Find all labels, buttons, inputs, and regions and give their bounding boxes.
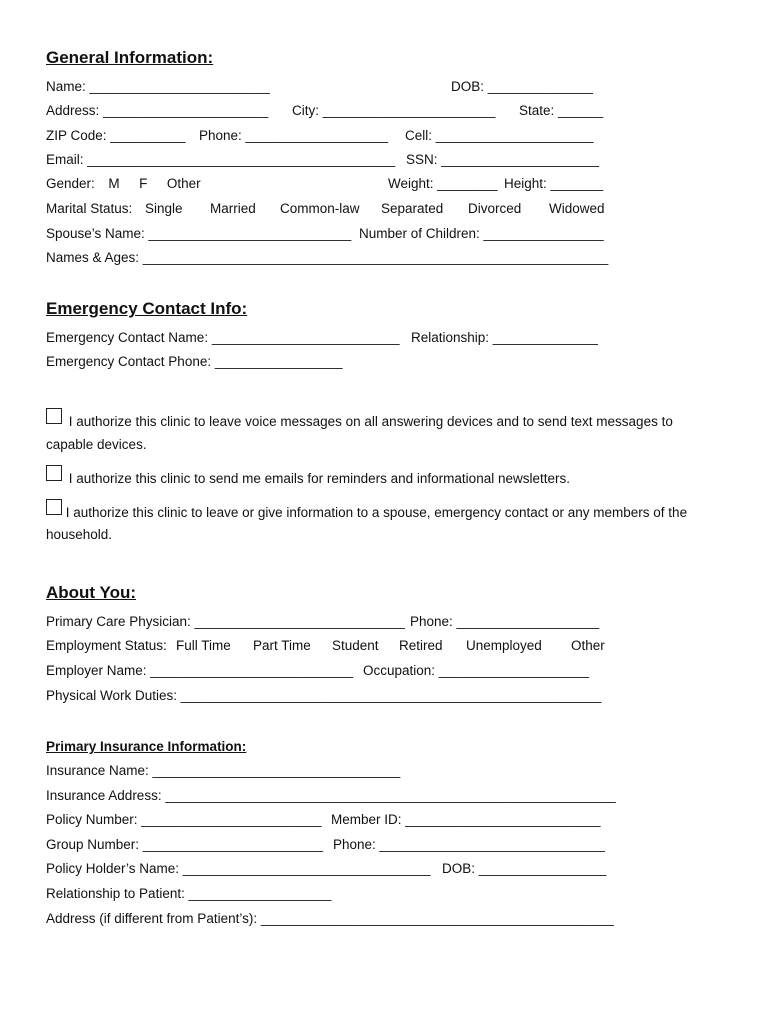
employment-option-retired[interactable]: Retired [399, 638, 443, 653]
insurance-address-field[interactable]: Insurance Address: ____________________________________________________________ [46, 788, 616, 803]
employer-name-field[interactable]: Employer Name: ___________________________ [46, 663, 353, 678]
marital-option-widowed[interactable]: Widowed [549, 201, 605, 216]
marital-option-single[interactable]: Single [145, 201, 183, 216]
city-field[interactable]: City: _______________________ [292, 103, 496, 118]
physician-phone-field[interactable]: Phone: ___________________ [410, 614, 600, 629]
gender-option-m[interactable]: M [108, 176, 120, 191]
about-you-heading: About You: [46, 583, 137, 602]
emergency-contact-phone-field[interactable]: Emergency Contact Phone: _________________ [46, 354, 343, 369]
auth-share-info-label-cont: household. [46, 527, 113, 542]
relationship-to-patient-field[interactable]: Relationship to Patient: ___________________ [46, 886, 332, 901]
emergency-contact-heading: Emergency Contact Info: [46, 299, 248, 318]
employment-option-student[interactable]: Student [332, 638, 379, 653]
occupation-field[interactable]: Occupation: ____________________ [363, 663, 589, 678]
name-field[interactable]: Name: ________________________ [46, 79, 270, 94]
employment-option-other[interactable]: Other [571, 638, 605, 653]
holder-address-field[interactable]: Address (if different from Patient’s): _______________________________________________ [46, 911, 614, 926]
names-ages-field[interactable]: Names & Ages: ______________________________________________________________ [46, 250, 609, 265]
dob-field[interactable]: DOB: ______________ [451, 79, 593, 94]
policy-holder-name-field[interactable]: Policy Holder’s Name: _________________________________ [46, 861, 431, 876]
auth-share-info-checkbox[interactable] [46, 499, 62, 515]
employment-option-part-time[interactable]: Part Time [253, 638, 311, 653]
gender-option-f[interactable]: F [139, 176, 148, 191]
state-field[interactable]: State: ______ [519, 103, 604, 118]
height-field[interactable]: Height: _______ [504, 176, 604, 191]
group-number-field[interactable]: Group Number: ________________________ [46, 837, 323, 852]
member-id-field[interactable]: Member ID: __________________________ [331, 812, 601, 827]
number-of-children-field[interactable]: Number of Children: ________________ [359, 226, 604, 241]
auth-share-info-label: I authorize this clinic to leave or give information to a spouse, emergency contact or any members of the [65, 505, 688, 520]
marital-option-divorced[interactable]: Divorced [468, 201, 522, 216]
employment-option-full-time[interactable]: Full Time [176, 638, 231, 653]
auth-voice-text-row [46, 408, 673, 428]
phone-field[interactable]: Phone: ___________________ [199, 128, 389, 143]
auth-email-row [46, 465, 570, 485]
marital-option-married[interactable]: Married [210, 201, 256, 216]
insurance-name-field[interactable]: Insurance Name: _________________________________ [46, 763, 401, 778]
insurance-phone-field[interactable]: Phone: ______________________________ [333, 837, 605, 852]
auth-voice-text-label: I authorize this clinic to leave voice messages on all answering devices and to send text messages to [68, 414, 673, 429]
email-field[interactable]: Email: _________________________________________ [46, 152, 396, 167]
zip-field[interactable]: ZIP Code: __________ [46, 128, 186, 143]
general-info-heading: General Information: [46, 48, 214, 67]
policy-number-field[interactable]: Policy Number: ________________________ [46, 812, 322, 827]
marital-status-label: Marital Status: [46, 201, 133, 216]
physical-work-duties-field[interactable]: Physical Work Duties: ________________________________________________________ [46, 688, 602, 703]
employment-option-unemployed[interactable]: Unemployed [466, 638, 542, 653]
address-field[interactable]: Address: ______________________ [46, 103, 269, 118]
gender-option-other[interactable]: Other [166, 176, 201, 191]
auth-email-label: I authorize this clinic to send me emails for reminders and informational newsletters. [68, 471, 570, 486]
auth-email-checkbox[interactable] [46, 465, 62, 481]
ssn-field[interactable]: SSN: _____________________ [406, 152, 599, 167]
policy-holder-dob-field[interactable]: DOB: _________________ [442, 861, 607, 876]
employment-status-label: Employment Status: [46, 638, 167, 653]
auth-share-info-row [46, 499, 687, 519]
primary-care-physician-field[interactable]: Primary Care Physician: ____________________________ [46, 614, 405, 629]
auth-voice-text-label-cont: capable devices. [46, 437, 147, 452]
marital-option-separated[interactable]: Separated [381, 201, 444, 216]
emergency-relationship-field[interactable]: Relationship: ______________ [411, 330, 598, 345]
primary-insurance-heading: Primary Insurance Information: [46, 739, 247, 754]
emergency-contact-name-field[interactable]: Emergency Contact Name: _________________________ [46, 330, 400, 345]
gender-row [46, 174, 201, 194]
cell-field[interactable]: Cell: _____________________ [405, 128, 594, 143]
weight-field[interactable]: Weight: ________ [388, 176, 498, 191]
spouse-name-field[interactable]: Spouse’s Name: ___________________________ [46, 226, 352, 241]
gender-label: Gender: [46, 176, 95, 191]
marital-option-common-law[interactable]: Common-law [280, 201, 360, 216]
auth-voice-text-checkbox[interactable] [46, 408, 62, 424]
